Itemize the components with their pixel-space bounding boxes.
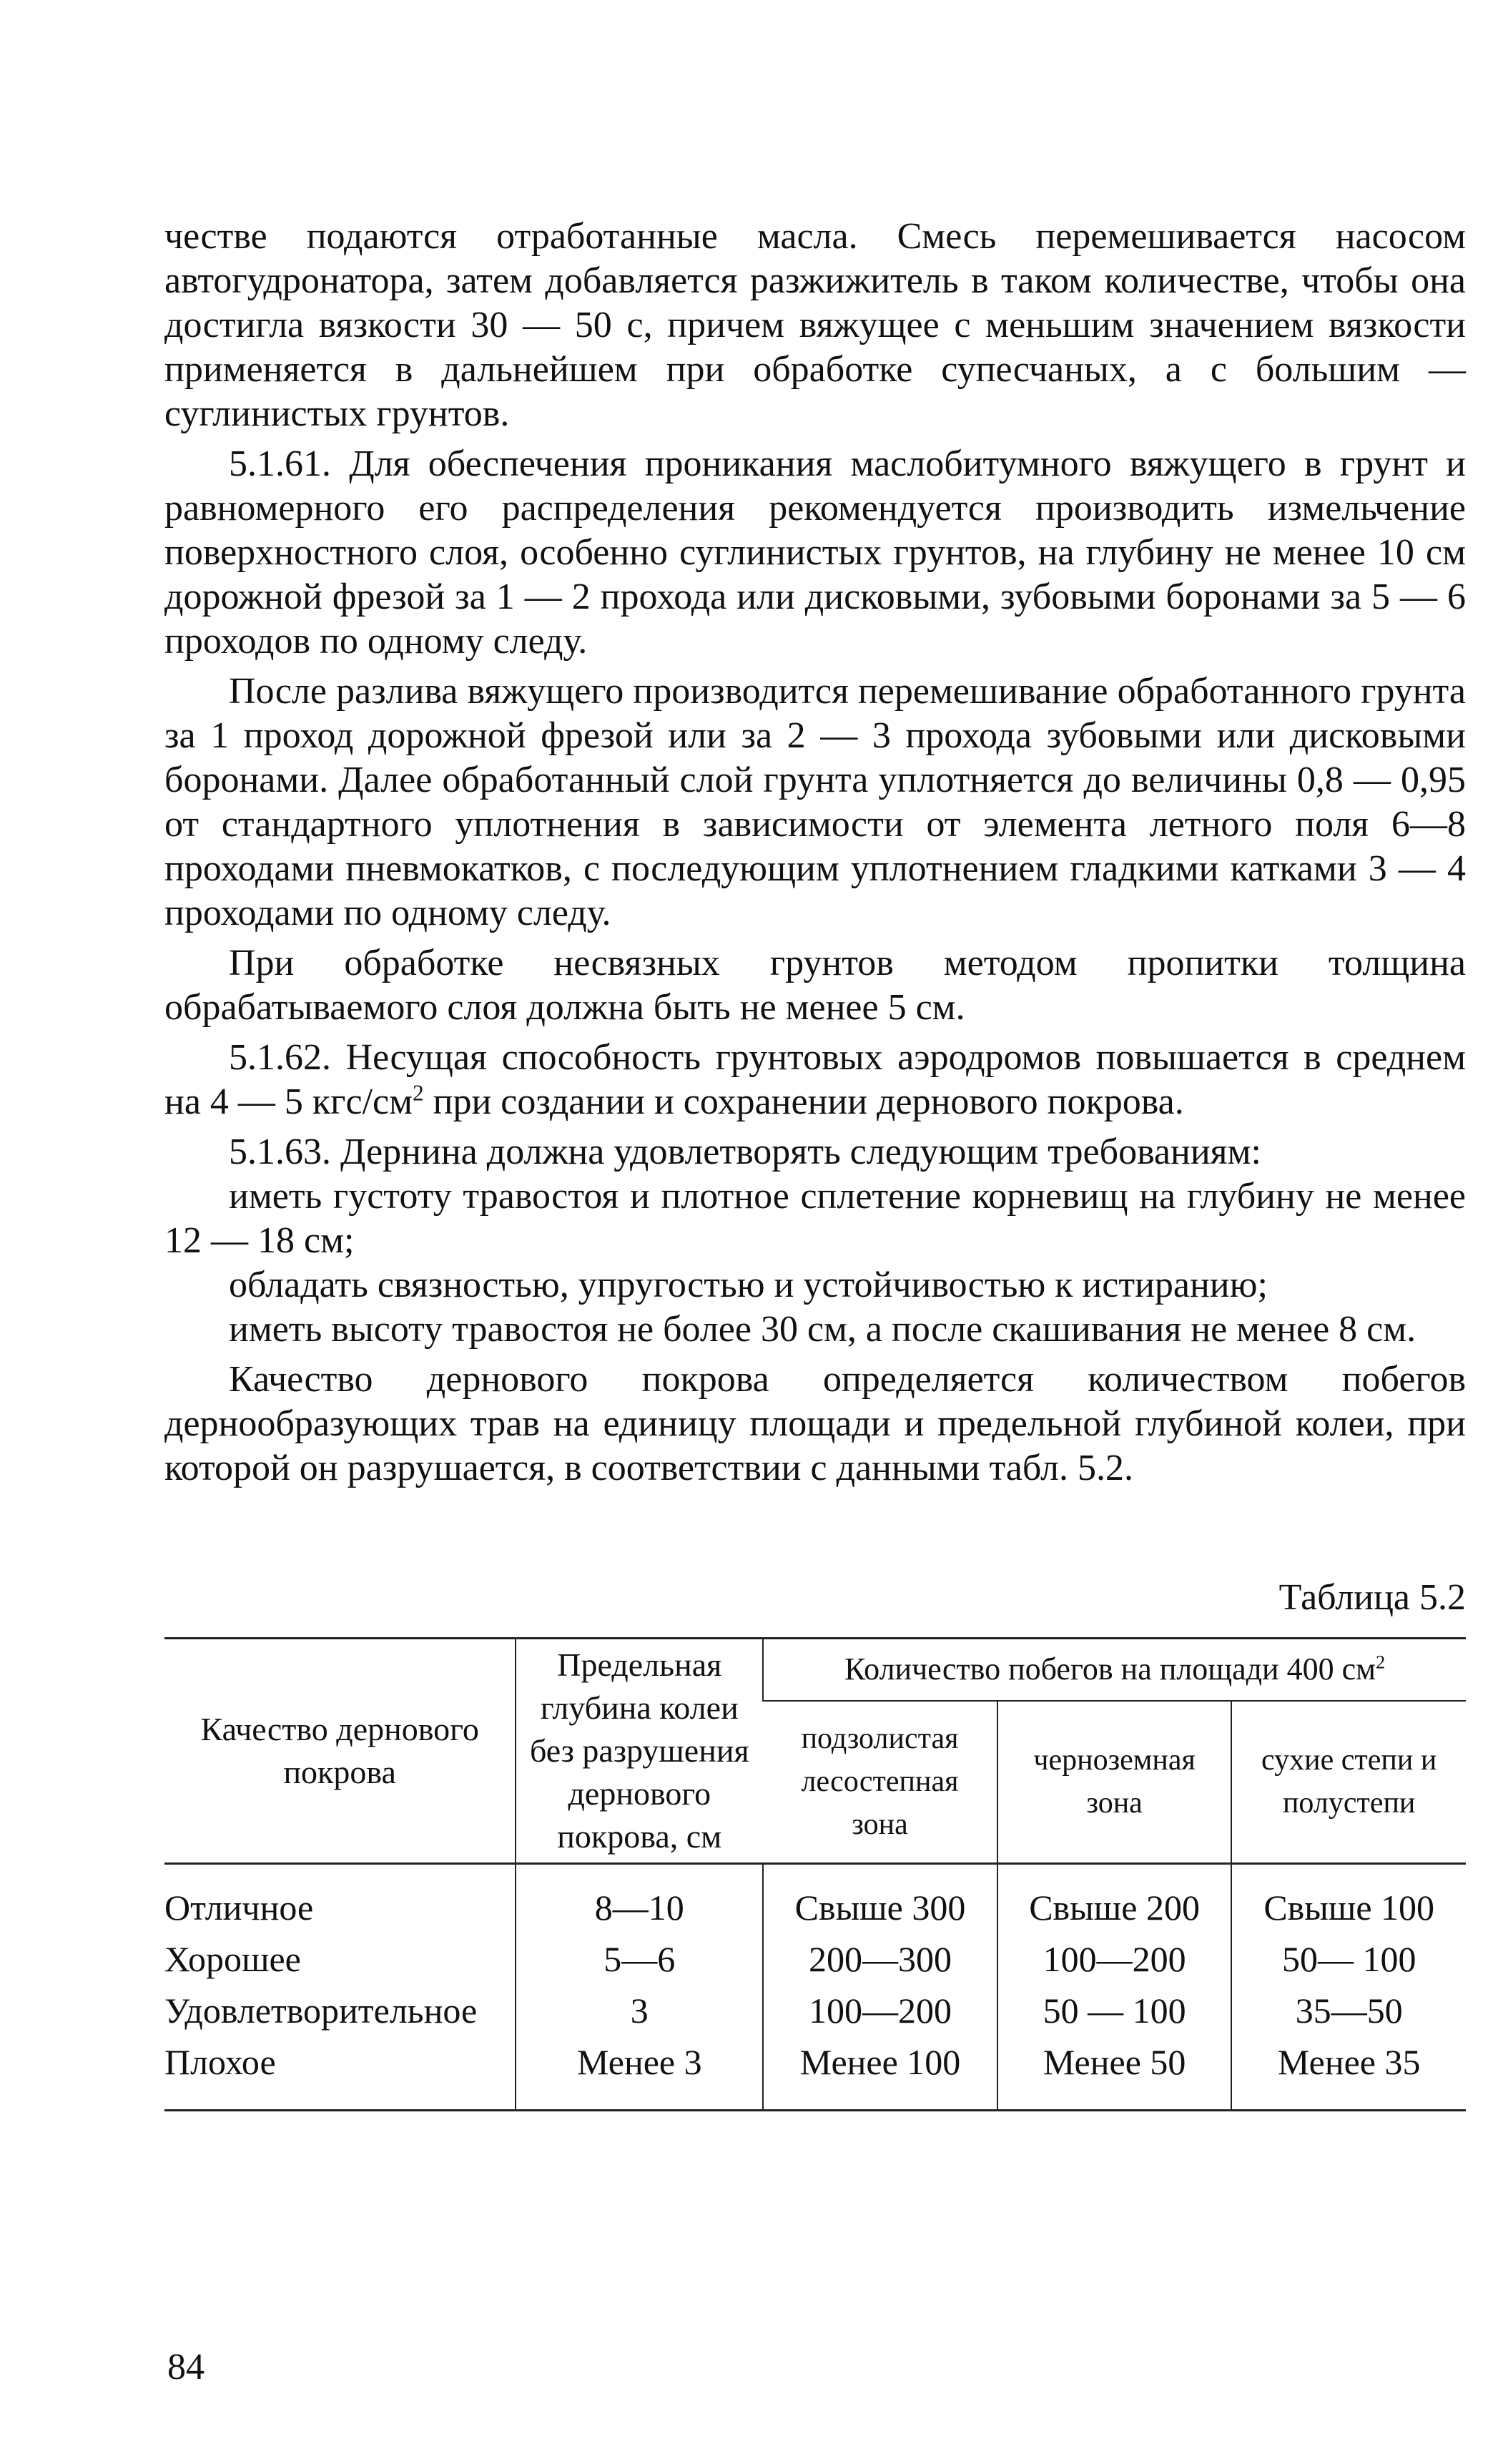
count-value: Менее 35 [1277,2042,1421,2082]
paragraph: честве подаются отработанные масла. Смесь перемешивается насосом автогудронатора, затем добавляется разжижитель в таком количестве, чтобы она достигла вязкости 30 — 50 с, причем вяжущее с меньшим значением вязкости применяется в дальнейшем при обработке супесчаных, а с большим — суглинистых грунтов. [164,216,1466,434]
superscript: 2 [1375,1651,1386,1673]
paragraph-5-1-62 [164,1036,1466,1124]
count-value: Свыше 100 [1263,1888,1435,1928]
paragraph-text: при создании и сохранении дернового покрова. [423,1081,1184,1122]
quality-cell [164,1864,516,2111]
table-caption: Таблица 5.2 [1278,1577,1466,1618]
zone-podzol-cell [763,1864,997,2111]
depth-value: 8—10 [594,1888,684,1928]
depth-value: 3 [630,1991,649,2031]
list-item: обладать связностью, упругостью и устойчивостью к истиранию; [229,1265,1268,1305]
quality-value: Хорошее [164,1939,301,1979]
count-value: 50 — 100 [1043,1991,1186,2031]
paragraph-text: 5.1.62. Несущая способность грунтовых аэродромов повышается в среднем на 4 — 5 кгс/см [164,1037,1466,1122]
superscript: 2 [413,1080,424,1106]
turf-quality-table [164,1637,1466,2111]
count-value: Менее 100 [799,2042,961,2082]
zone-steppe-cell [1231,1864,1466,2111]
header-zone-steppe: сухие степи и полустепи [1231,1701,1466,1864]
zone-chernozem-cell [997,1864,1232,2111]
paragraph: 5.1.61. Для обеспечения проникания маслобитумного вяжущего в грунт и равномерного его распределения рекомендуется производить измельчение поверхностного слоя, особенно суглинистых грунтов, на глубину не менее 10 см дорожной фрезой за 1 — 2 прохода или дисковыми, зубовыми боронами за 5 — 6 проходов по одному следу. [164,443,1466,662]
quality-value: Удовлетворительное [164,1991,478,2031]
count-value: 50— 100 [1281,1939,1416,1979]
paragraph: Качество дернового покрова определяется количеством побегов дернообразующих трав на единицу площади и предельной глубиной колеи, при которой он разрушается, в соответствии с данными табл. 5.2. [164,1359,1466,1488]
page-number: 84 [167,2347,204,2387]
paragraph: При обработке несвязных грунтов методом пропитки толщина обрабатываемого слоя должна быть не менее 5 см. [164,943,1466,1028]
header-shoot-count-text: Количество побегов на площади 400 см [844,1651,1376,1687]
count-value: 35—50 [1295,1991,1403,2031]
quality-value: Отличное [164,1888,314,1928]
depth-value: 5—6 [603,1939,676,1979]
list-item: иметь высоту травостоя не более 30 см, а после скашивания не менее 8 см. [229,1309,1416,1350]
count-value: 100—200 [1043,1939,1186,1979]
header-quality: Качество дернового покрова [164,1639,516,1864]
quality-value: Плохое [164,2042,276,2082]
page-body [164,215,1466,2111]
header-zone-podzol: подзолистая лесостепная зона [763,1701,997,1864]
list-item: иметь густоту травостоя и плотное сплетение корневищ на глубину не менее 12 — 18 см; [164,1176,1466,1261]
depth-cell [516,1864,763,2111]
count-value: Свыше 300 [794,1888,966,1928]
count-value: 200—300 [808,1939,952,1979]
header-zone-chernozem: черноземная зона [997,1701,1232,1864]
header-shoot-count [763,1639,1466,1701]
count-value: 100—200 [808,1991,952,2031]
paragraph: 5.1.63. Дернина должна удовлетворять следующим требованиям: [229,1132,1261,1172]
count-value: Менее 50 [1043,2042,1186,2082]
count-value: Свыше 200 [1029,1888,1200,1928]
depth-value: Менее 3 [576,2042,702,2082]
header-depth: Предельная глубина колеи без разрушения дернового покрова, см [516,1639,763,1864]
paragraph: После разлива вяжущего производится перемешивание обработанного грунта за 1 проход дорожной фрезой или за 2 — 3 прохода зубовыми или дисковыми боронами. Далее обработанный слой грунта уплотняется до величины 0,8 — 0,95 от стандартного уплотнения в зависимости от элемента летного поля 6—8 проходами пневмокатков, с последующим уплотнением гладкими катками 3 — 4 проходами по одному следу. [164,671,1466,933]
table-row [164,1864,1466,2111]
